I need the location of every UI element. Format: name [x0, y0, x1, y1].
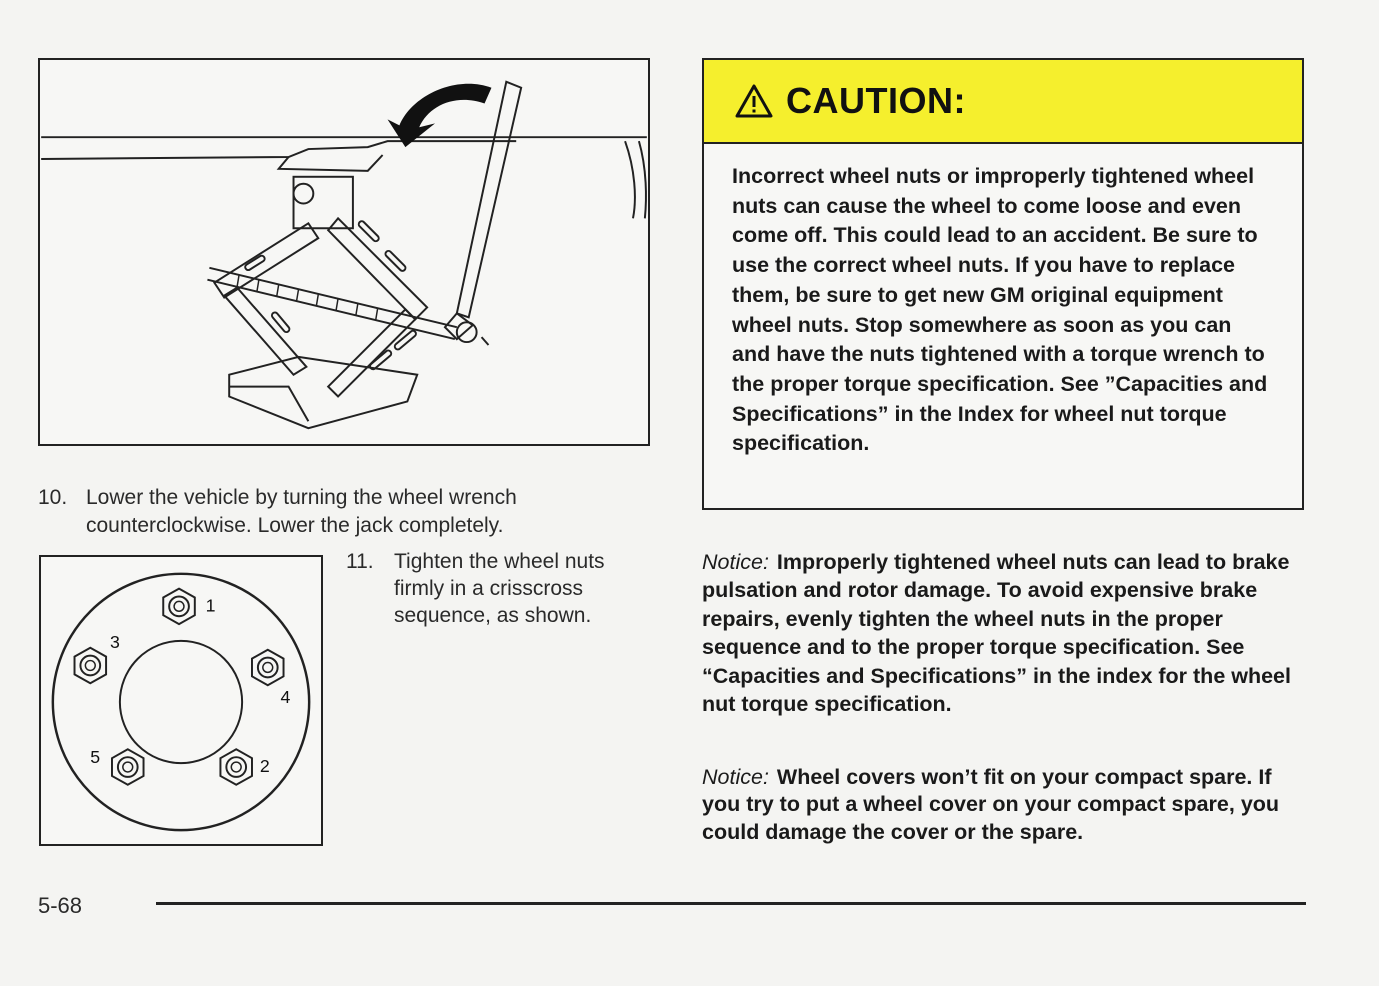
- warning-triangle-icon: [734, 83, 774, 119]
- notice-wheel-covers: [702, 764, 1312, 846]
- step-11-number: 11.: [346, 550, 374, 573]
- notice-label: Notice:: [702, 550, 769, 574]
- nut-label-3: 3: [110, 631, 120, 652]
- notice-brake-pulsation: [702, 548, 1312, 718]
- step-11-text: Tighten the wheel nuts firmly in a crisscross sequence, as shown.: [394, 550, 605, 627]
- nut-label-2: 2: [259, 755, 270, 776]
- caution-title: CAUTION:: [786, 80, 966, 121]
- step-10-text: Lower the vehicle by turning the wheel wrench counterclockwise. Lower the jack completely.: [86, 486, 517, 537]
- notice-label: Notice:: [702, 765, 769, 789]
- jack-lowering-illustration: [38, 58, 650, 446]
- caution-header: [704, 60, 1302, 144]
- wheel-nut-sequence-illustration: [39, 555, 323, 846]
- nut-label-5: 5: [90, 747, 101, 768]
- wheel-nut-1: [163, 589, 195, 624]
- notice-text: Wheel covers won’t fit on your compact spare. If you try to put a wheel cover on your compact spare, you could damage the cover or the spare.: [702, 765, 1280, 844]
- caution-box: [702, 58, 1304, 510]
- step-10-number: 10.: [38, 486, 68, 509]
- footer-rule: [156, 902, 1306, 905]
- wheel-nut-3: [75, 648, 107, 683]
- nut-label-4: 4: [280, 686, 291, 707]
- wheel-nut-4: [252, 650, 284, 685]
- nut-label-1: 1: [205, 595, 216, 616]
- step-10: [38, 484, 638, 540]
- notice-text: Improperly tightened wheel nuts can lead to brake pulsation and rotor damage. To avoid expensive brake repairs, evenly tighten the wheel nuts in the proper sequence and to the proper torque specification. See “Capacities and Specifications” in the index for the wheel nut torque specification.: [702, 550, 1291, 717]
- wheel-nut-2: [220, 749, 252, 784]
- wheel-nut-5: [112, 749, 144, 784]
- step-11: [346, 548, 656, 629]
- caution-body: Incorrect wheel nuts or improperly tightened wheel nuts can cause the wheel to come loose and even come off. This could lead to an accident. Be sure to use the correct wheel nuts. If you have to replace them, be sure to get new GM original equipment wheel nuts. Stop somewhere as soon as you can and have the nuts tightened with a torque wrench to the proper torque specification. See ”Capacities and Specifications” in the Index for wheel nut torque specification.: [732, 164, 1268, 456]
- page-number: 5-68: [38, 893, 83, 918]
